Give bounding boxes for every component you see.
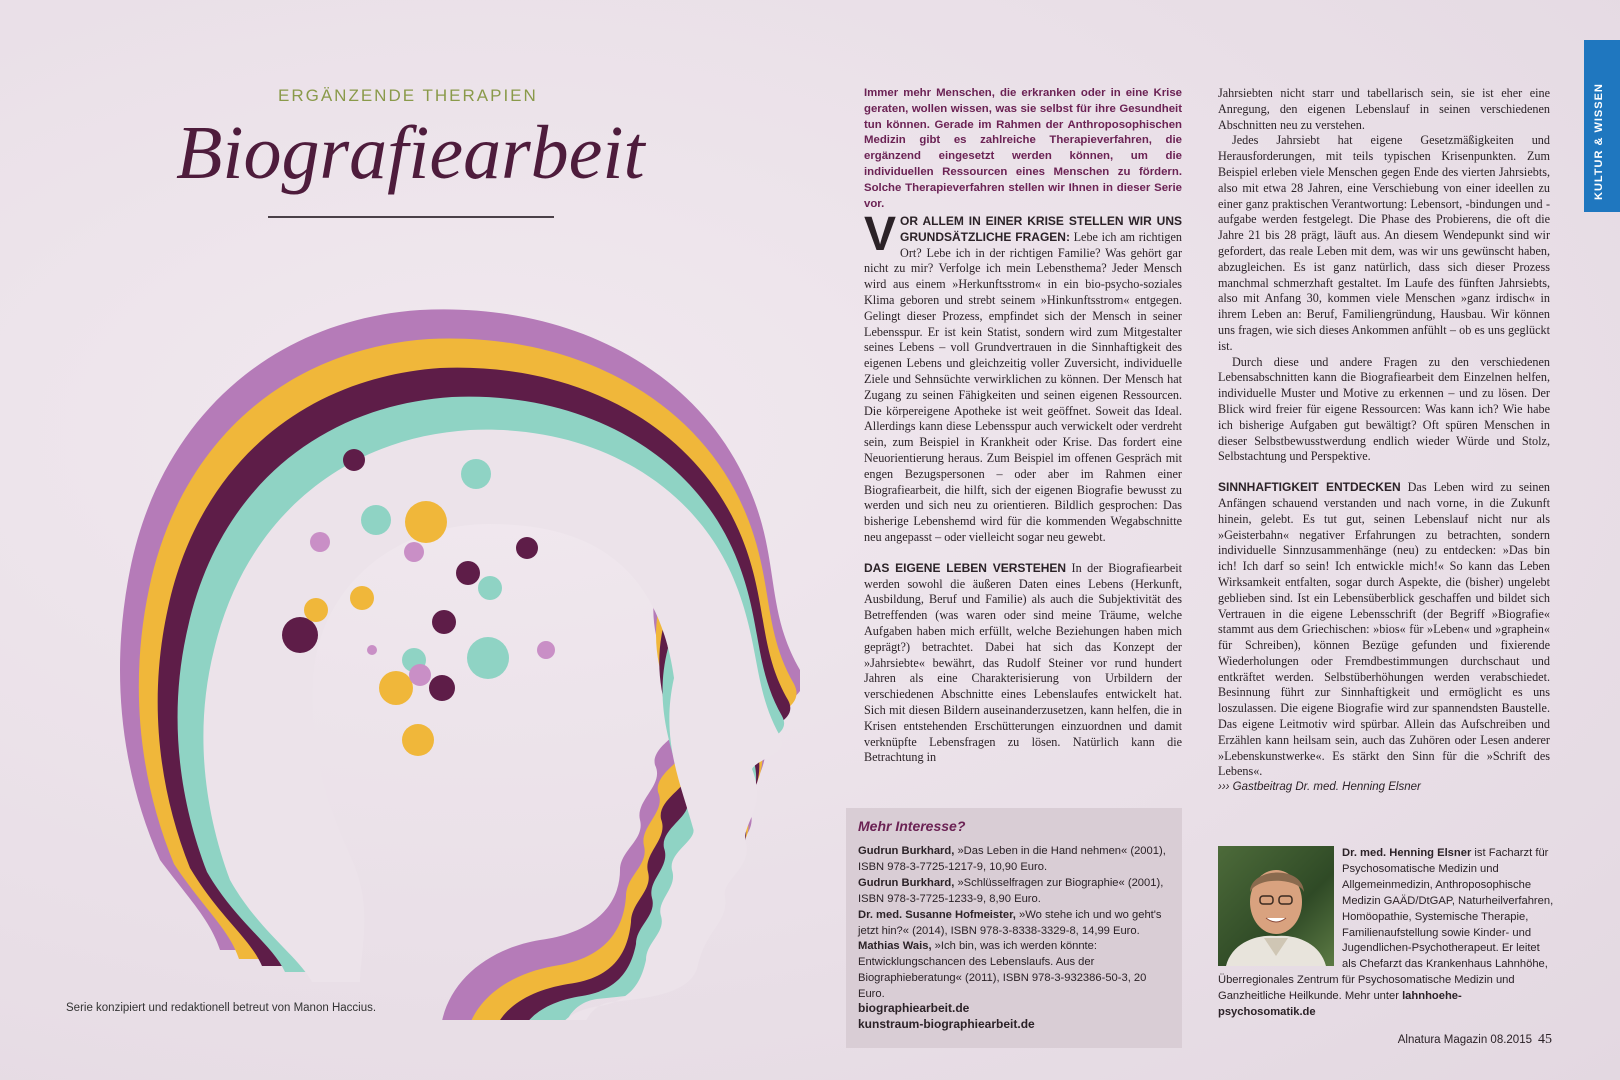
subheading-leben-verstehen: DAS EIGENE LEBEN VERSTEHEN (864, 560, 1067, 575)
book-list (858, 844, 1174, 1003)
link-kunstraum[interactable]: kunstraum-biographiearbeit.de (858, 1017, 1035, 1031)
drop-cap: V (864, 208, 897, 261)
author-photo (1218, 846, 1334, 966)
col2-paragraph-3: Durch diese und andere Fragen zu den verschiedenen Lebensabschnitten kann die Biografiearbeit dem Einzelnen helfen, individuelle Muster und Motive zu erkennen – und zu lösen. Der Blick wird freier für eigene Ressourcen: Was kann ich? Wie habe ich bisherige Aufgaben gut bewältigt? Oft spüren Menschen in dieser Selbstbewusstwerdung endlich wieder Würde und Stolz, Selbstachtung und Perspektive. (1218, 354, 1550, 464)
col2-paragraph-4: Das Leben wird zu seinen Anfängen schauend verstanden und nach vorne, in die Zukunft hinein, gelebt. Es tut gut, seinen Lebenslauf nicht nur als »Geisterbahn« negativer Erfahrungen zu betrachten, sondern individuelle Sinnzusammenhänge (neu) zu entdecken: »Das bin ich! Ich darf so sein! Ich entwickle mich!« So kann das Leben Wirksamkeit entfalten, sogar durch Aspekte, die (bisher) ungelebt geblieben sind. Ist ein Lebensüberblick geschaffen und bildet sich Vertrauen in die eigene Lebensschrift (der Begriff »Biografie« stammt aus dem Griechischen: »bios« für »Leben« und »graphein« für Schreiben), können Bezüge gefunden und fixierende Wiederholungen oder Fremdbestimmungen durchschaut und entkräftet werden. Selbstüberhöhungen werden verabschiedet. Besinnung führt zur Sinnhaftigkeit und ermöglicht es uns loszulassen. Die eigene Biografie wird zur spannendsten Baustelle. Das eigene Leitmotiv wird spürbar. Allein das Aufschreiben und Erzählen kann heilsam sein, auch das Zuhören oder Lesen anderer »Lebenskunstwerke«. Es stärkt den Sinn für die »Schrift des Lebens«. (1218, 480, 1550, 779)
intro-paragraph: Immer mehr Menschen, die erkranken oder in eine Krise geraten, wollen wissen, was sie selbst für ihre Gesundheit tun können. Gerade im Rahmen der Anthroposophischen Medizin gibt es zahlreiche Therapieverfahren, die ergänzend eingesetzt werden können, um die individuellen Ressourcen eines Menschen zu fördern. Solche Therapieverfahren stellen wir Ihnen in dieser Serie vor. (864, 87, 1182, 210)
page-number: 45 (1538, 1032, 1552, 1047)
col1-paragraph-1: Lebe ich am richtigen Ort? Lebe ich in der richtigen Familie? Was gehört gar nicht zu mir? Verfolge ich mein Lebensthema? Jeder Mensch wird aus einem »Herkunftsstrom« in ein bio-psycho-soziales Klima geboren und strebt seinem »Hinkunftsstrom« entgegen. Gelingt dieser Prozess, empfindet sich der Mensch in seiner Lebensspur. Er ist kein Statist, sondern wird zum Mitgestalter seines Lebens – voll Grundvertrauen in die Sinnhaftigkeit des eigenen Lebens und gleichzeitig voller Zuversicht, individuelle Ziele und Sehnsüchte verwirklichen zu können. Der Mensch hat Zugang zu seinen Fähigkeiten und seinen eigenen Ressourcen. Die körpereigene Apotheke ist weit geöffnet. Soweit das Ideal. Allerdings kann diese Lebensspur auch verwickelt oder verdreht sein, zum Beispiel in Krankheit oder Krise. Das fordert eine Neuorientierung heraus. Zum Beispiel im offenen Gespräch mit engen Bezugspersonen – oder aber im Rahmen einer Biografiearbeit, die hilft, sich der eigenen Biografie bewusst zu werden und sich neu zu orientieren. Bildlich gesprochen: Das bisherige Lebenshemd wird für die kommenden Wegabschnitte neu angepasst – oder vielleicht sogar neu gewebt. (864, 229, 1183, 544)
magazine-issue: Alnatura Magazin 08.2015 (1397, 1034, 1532, 1046)
col1-paragraph-2: In der Biografiearbeit werden sowohl die äußeren Daten eines Lebens (Herkunft, Ausbildung, Beruf und Familie) als auch die Subjektivität des Betreffenden (was waren oder sind meine Träume, welche Aufgaben haben mich erfüllt, welche Beziehungen haben mich geprägt?) betrachtet. Dabei hat sich das Konzept der »Jahrsiebte« bewährt, das Rudolf Steiner vor rund hundert Jahren als eine Charakterisierung von Urbildern der verschiedenen Abschnitte eines Lebenslaufes entwickelt hat. Sich mit diesen Bildern auseinanderzusetzen, kann helfen, die in Krisen entstehenden Erschütterungen einzuordnen und damit verknüpfte Lebensfragen zu lösen. Natürlich kann die Betrachtung in (864, 560, 1183, 765)
further-reading-box (846, 808, 1182, 1048)
head-illustration (80, 230, 800, 1020)
book-item: Dr. med. Susanne Hofmeister, »Wo stehe ich und wo geht's jetzt hin?« (2014), ISBN 978-3-8338-3329-8, 14,99 Euro. (858, 908, 1162, 937)
author-bio: Dr. med. Henning Elsner ist Facharzt für Psychosomatische Medizin und Allgemeinmedizin, Anthroposophische Medizin GAÄD/DtGAP, Naturheilverfahren, Homöopathie, Systemische Therapie, Familienaufstellung sowie Kinder- und Jugendlichen-Psychotherapeut. Er leitet als Chefarzt das Krankenhaus Lahnhöhe, (1342, 847, 1554, 971)
box-links (858, 1000, 1035, 1032)
col2-paragraph-2: Jedes Jahrsiebt hat eigene Gesetzmäßigkeiten und Herausforderungen, mit teils typischen Krisenpunkten. Zum Beispiel erleben viele Menschen gegen Ende des vierten Jahrsiebts, also mit etwa 28 Jahren, eine Verschiebung von einer ideellen zu einer ganz praktischen Verantwortung: Lebensort, -bindungen und -aufgabe werden festgelegt. Die Phase des Probierens, die oft die Jahre 21 bis 28 prägt, läuft aus. An diesem Wendepunkt sind wir gefordert, das reale Leben mit dem, was wir uns gewünscht haben, abzugleichen. Es ist ganz natürlich, dass sich dieser Prozess manchmal schmerzhaft gestaltet. Im Laufe des fünften Jahrsiebts, also mit Anfang 30, kommen viele Menschen »ganz irdisch« in ihrem Leben an: Beruf, Familiengründung, Hausbau. Wir können uns fragen, wie sich dieses Ankommen anfühlt – ob es uns geglückt ist. (1218, 133, 1550, 353)
author-bio-continued: Überregionales Zentrum für Psychosomatische Medizin und Ganzheitliche Heilkunde. Mehr unter lahnhoehe-psychosomatik.de (1218, 974, 1515, 1018)
author-credit: ››› Gastbeitrag Dr. med. Henning Elsner (1218, 781, 1421, 794)
author-name: Dr. med. Henning Elsner (1342, 847, 1472, 859)
series-caption: Serie konzipiert und redaktionell betreut von Manon Haccius. (66, 1002, 377, 1014)
lead-in: OR ALLEM IN EINER KRISE STELLEN WIR UNS GRUNDSÄTZLICHE FRAGEN: (900, 214, 1182, 244)
book-item: Gudrun Burkhard, »Schlüsselfragen zur Biographie« (2001), ISBN 978-3-7725-1233-9, 8,90 Euro. (858, 876, 1164, 905)
book-item: Mathias Wais, »Ich bin, was ich werden könnte: Entwicklungschancen des Lebenslaufs. Aus der Biographieberatung« (2011), ISBN 978-3-932386-50-3, 20 Euro. (858, 940, 1147, 1001)
article-column-1 (864, 208, 1183, 766)
section-side-tab: KULTUR & WISSEN (1584, 40, 1620, 212)
page-footer (1398, 1032, 1552, 1048)
title-divider (268, 216, 554, 218)
subheading-sinnhaftigkeit: SINNHAFTIGKEIT ENTDECKEN (1218, 480, 1401, 495)
box-title: Mehr Interesse? (858, 818, 966, 834)
article-column-2 (1218, 86, 1550, 796)
col2-paragraph-1: Jahrsiebten nicht starr und tabellarisch sein, sie ist eher eine Anregung, den eigenen Lebenslauf in seinen verschiedenen Abschnitten neu zu verstehen. (1218, 86, 1550, 132)
section-label: ERGÄNZENDE THERAPIEN (278, 86, 538, 105)
page-title: Biografiearbeit (176, 111, 645, 195)
author-link[interactable]: lahnhoehe-psychosomatik.de (1218, 989, 1462, 1018)
book-item: Gudrun Burkhard, »Das Leben in die Hand nehmen« (2001), ISBN 978-3-7725-1217-9, 10,90 Euro. (858, 845, 1166, 873)
link-biographiearbeit[interactable]: biographiearbeit.de (858, 1001, 970, 1015)
